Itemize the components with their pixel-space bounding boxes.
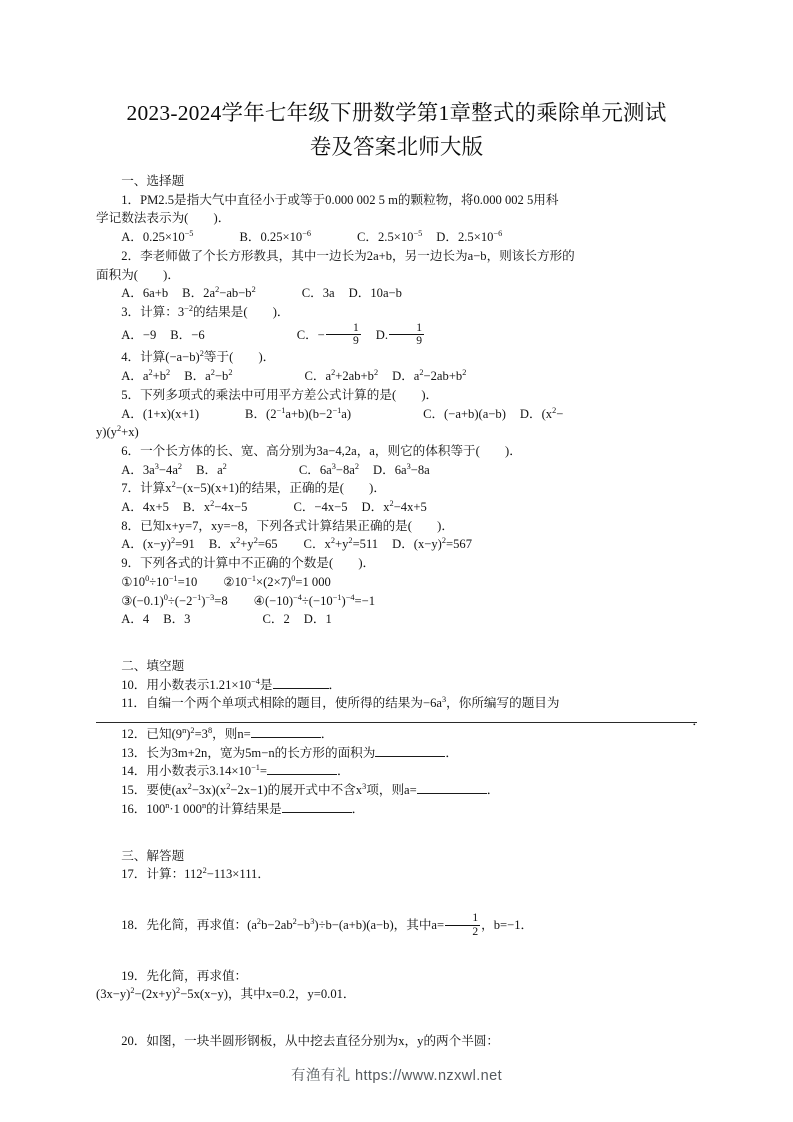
question-7-options: A．4x+5 B．$x^2-4x-5$ C．−4x−5 D．$x^2-4x+5$ [121, 498, 427, 515]
question-4-options: A．$a^2+b^2$ B．$a^2-b^2$ C．$a^2+2ab+b^2$ D．$a^2-2ab+b^2$ [121, 367, 467, 384]
question-6-options: A．$3a^3-4a^2$ B．$a^2$ C．$6a^3-8a^2$ D．$6a^3-8a$ [121, 461, 430, 477]
title-line-1: 2023-2024学年七年级下册数学第1章整式的乘除单元测试 [126, 101, 667, 125]
fraction-one-ninth-neg: $\frac{1}{9}$ [326, 322, 361, 347]
section-heading-solve: 三、解答题 [121, 848, 185, 863]
question-16: 16．$100^n\cdot 1$ 000$^n$的计算结果是 ． [121, 800, 365, 816]
question-5-options: A．(1+x)(x+1) B．$(2^{-1}a+b)(b-2^{-1}a)$ C．(−a+b)(a−b) D．($x^2-$ [121, 405, 564, 421]
question-19-expression: $(3x-y)^2-(2x+y)^2-5x(x-y)$，其中x=0.2，y=0.01． [96, 986, 356, 1002]
fraction-one-half: $\frac{1}{2}$ [445, 912, 480, 937]
question-1-stem: 1．PM2.5是指大气中直径小于或等于0.000 002 5 m的颗粒物，将0.000 002 5用科 [121, 192, 559, 207]
work-space-17 [96, 884, 697, 912]
question-9-item-3-4: $③(-0.1)^0\div(-2^{-1})^{-3}=8$ $④(-10)^{-4}\div(-10^{-1})^{-4}=-1$ [121, 592, 376, 608]
work-space-19 [96, 1004, 697, 1032]
question-17: 17．计算：$112^2-113\times 111$． [121, 866, 270, 882]
question-18: 18．先化简，再求值：$(a^2b-2ab^2-b^3)\div b-(a+b)(a-b)$，其中a= $\frac{1}{2}$ ，b=−1． [121, 911, 534, 938]
question-10: 10．用小数表示$1.21\times 10^{-4}$是 ． [121, 676, 342, 692]
question-8-stem: 8．已知x+y=7，xy=−8，下列各式计算结果正确的是( )． [121, 518, 454, 533]
question-9-item-1-2: $①10^0\div 10^{-1}=10$ $②10^{-1}\times(2\times 7)^0=1$ 000 [121, 573, 331, 589]
section-heading-fill: 二、填空题 [121, 658, 185, 673]
question-5-options-cont: $y)(y^2+x)$ [96, 424, 139, 440]
question-3-options: A．−9 B．−6 C．− $\frac{1}{9}$ D. $\frac{1}{9}$ [121, 321, 423, 348]
answer-blank[interactable] [251, 737, 321, 738]
footer-watermark: 有渔有礼 https://www.nzxwl.net [290, 1068, 503, 1084]
question-7-stem: 7．计算$x^2-(x-5)(x+1)$的结果，正确的是( )． [121, 480, 386, 496]
question-2-options: A．6a+b B．$2a^2-ab-b^2$ C．3a D．10a−b [121, 285, 402, 301]
question-4-stem: 4．计算$(-a-b)^2$等于( )． [121, 349, 276, 365]
answer-blank-long[interactable]: ． [96, 722, 697, 723]
question-20-stem: 20．如图，一块半圆形钢板，从中挖去直径分别为x，y的两个半圆： [121, 1034, 499, 1049]
question-11: 11．自编一个两个单项式相除的题目，使所得的结果为$-6a^3$，你所编写的题目为 [121, 695, 560, 711]
question-9-options: A．4 B．3 C．2 D．1 [121, 612, 332, 627]
question-12: 12．已知$(9^n)^2=3^8$，则n= ． [121, 725, 334, 742]
question-2-stem-cont: 面积为( )． [96, 267, 180, 282]
section-spacer [96, 819, 697, 841]
title-line-2: 卷及答案北师大版 [309, 135, 484, 159]
question-1-stem-cont: 学记数法表示为( )． [96, 211, 231, 226]
document-body [96, 172, 705, 1051]
question-14: 14．用小数表示$3.14\times 10^{-1}=$ ． [121, 763, 350, 779]
question-5-stem: 5．下列多项式的乘法中可用平方差公式计算的是( )． [121, 387, 439, 402]
question-13: 13．长为3m+2n，宽为5m−n的长方形的面积为 ． [121, 745, 458, 760]
question-19-stem: 19．先化简，再求值： [121, 968, 248, 983]
question-3-stem: 3．计算：$3^{-2}$的结果是( )． [121, 303, 290, 319]
question-8-options: A．$(x-y)^2=91$ B．$x^2+y^2=65$ C．$x^2+y^2=511$ D．$(x-y)^2=567$ [121, 536, 473, 552]
answer-blank[interactable] [375, 756, 445, 757]
answer-blank[interactable] [267, 774, 337, 775]
question-2-stem: 2．李老师做了个长方形教具，其中一边长为2a+b，另一边长为a−b，则该长方形的 [121, 248, 575, 263]
question-1-options: A．$0.25\times 10^{-5}$ B．$0.25\times 10^{-6}$ C．$2.5\times 10^{-5}$ D．$2.5\times 10^{-6}$ [121, 228, 503, 245]
section-heading-choice: 一、选择题 [121, 174, 185, 188]
answer-blank[interactable] [273, 688, 329, 689]
question-15: 15．要使$(ax^2-3x)(x^2-2x-1)$的展开式中不含$x^3$项，则a= ． [121, 781, 500, 798]
work-space-18 [96, 939, 697, 967]
answer-blank[interactable] [282, 812, 352, 813]
section-spacer [96, 629, 697, 651]
fraction-one-ninth: $\frac{1}{9}$ [389, 322, 424, 347]
page-title [0, 96, 793, 164]
answer-blank[interactable] [417, 793, 487, 794]
question-9-stem: 9．下列各式的计算中不正确的个数是( )． [121, 556, 376, 571]
question-6-stem: 6．一个长方体的长、宽、高分别为3a−4,2a，a，则它的体积等于( )． [121, 443, 522, 458]
